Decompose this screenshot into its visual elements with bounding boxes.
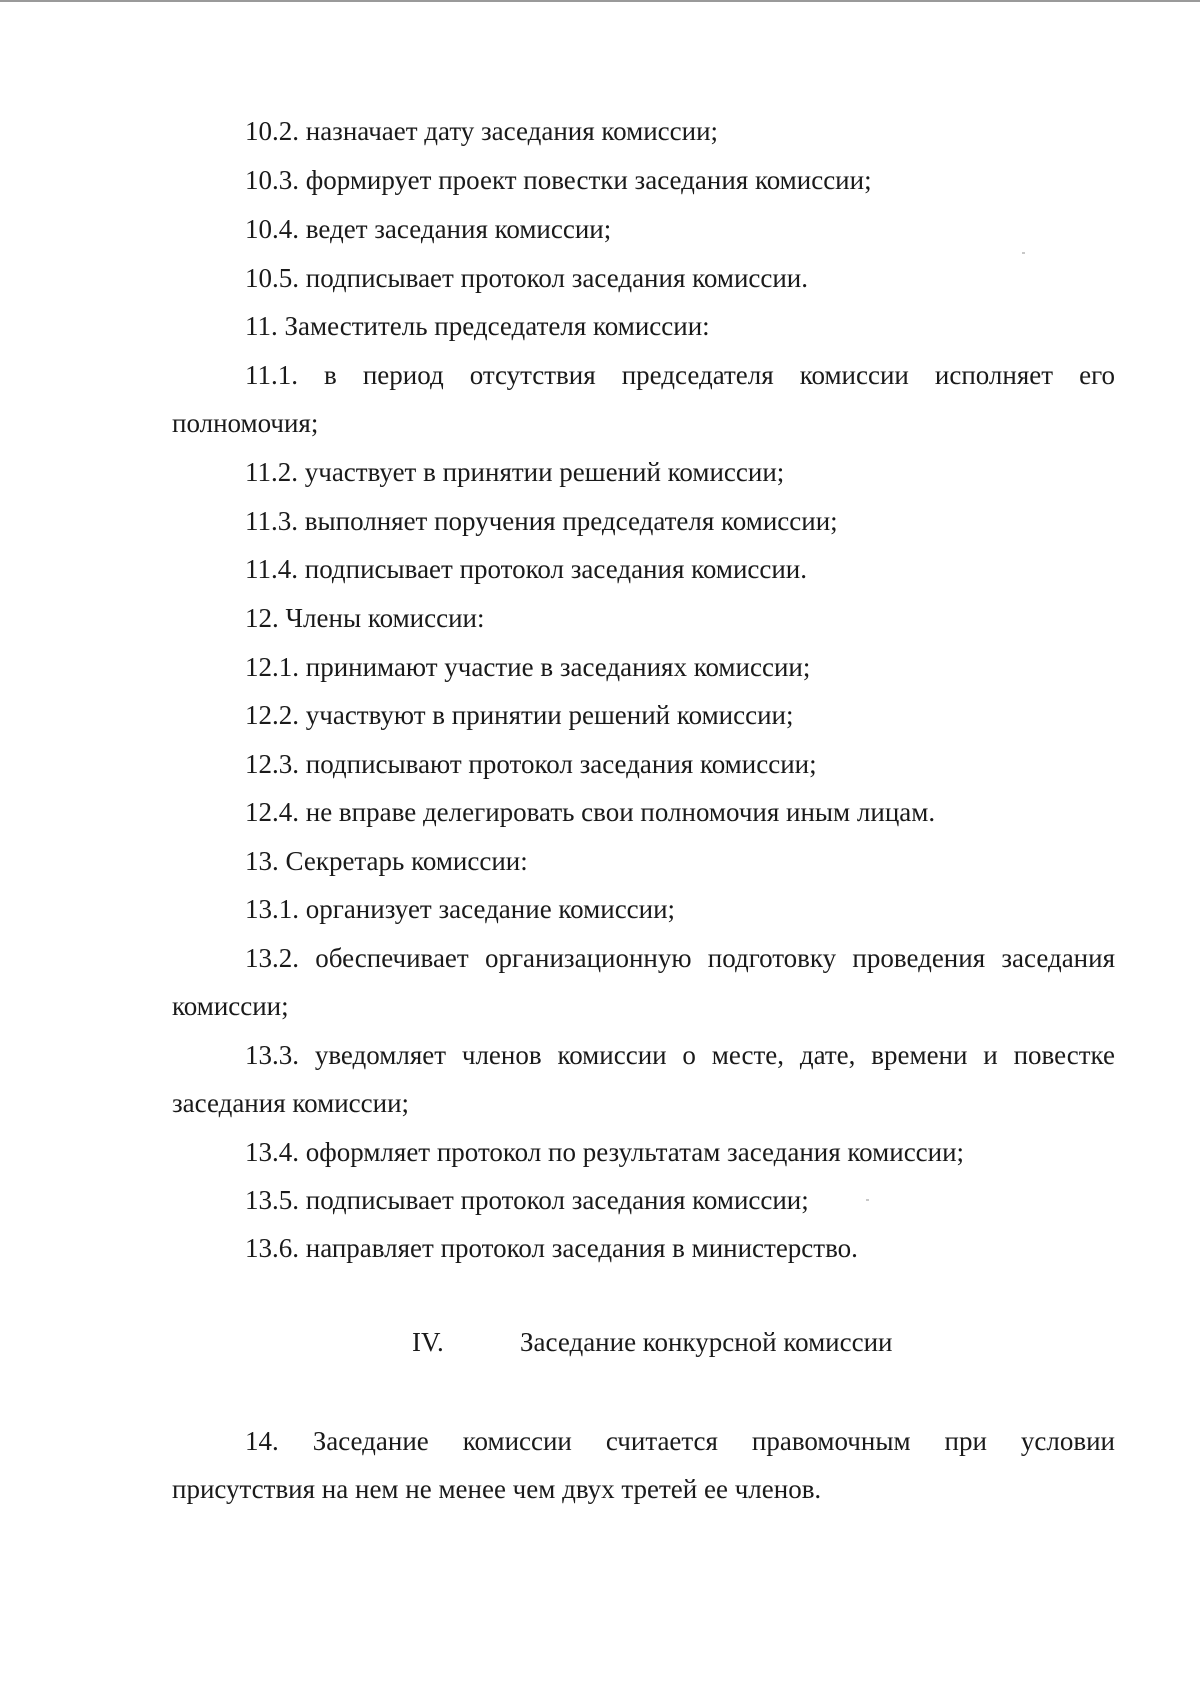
clause-11-4: 11.4. подписывает протокол заседания комиссии. [245, 554, 808, 584]
clause-10-2: 10.2. назначает дату заседания комиссии; [245, 116, 719, 146]
clause-11-2: 11.2. участвует в принятии решений комиссии; [245, 457, 785, 487]
clause-10-5: 10.5. подписывает протокол заседания комиссии. [245, 263, 809, 293]
clause-13-2-line-1: 13.2. обеспечивает организационную подготовку проведения заседания [245, 943, 1115, 973]
scan-speck [1022, 252, 1025, 254]
clause-13-4: 13.4. оформляет протокол по результатам заседания комиссии; [245, 1137, 965, 1167]
clause-13-1: 13.1. организует заседание комиссии; [245, 894, 676, 924]
clause-11: 11. Заместитель председателя комиссии: [245, 311, 710, 341]
section-number: IV. [412, 1327, 444, 1357]
clause-11-1-line-1: 11.1. в период отсутствия председателя комиссии исполняет его [245, 360, 1115, 390]
clause-11-1 [172, 351, 1115, 447]
clause-14-line-1: 14. Заседание комиссии считается правомочным при условии [245, 1426, 1115, 1456]
clause-10-3: 10.3. формирует проект повестки заседания комиссии; [245, 165, 872, 195]
clause-12-1: 12.1. принимают участие в заседаниях комиссии; [245, 652, 811, 682]
clause-13-2 [172, 934, 1115, 1030]
clause-10-4: 10.4. ведет заседания комиссии; [245, 214, 612, 244]
clause-13-3 [172, 1031, 1115, 1127]
clause-12-4: 12.4. не вправе делегировать свои полномочия иным лицам. [245, 797, 936, 827]
clause-13-2-line-2: комиссии; [172, 991, 289, 1021]
clause-13-3-line-2: заседания комиссии; [172, 1088, 410, 1118]
clause-14-line-2: присутствия на нем не менее чем двух третей ее членов. [172, 1474, 822, 1504]
clause-13: 13. Секретарь комиссии: [245, 846, 528, 876]
clause-11-3: 11.3. выполняет поручения председателя комиссии; [245, 506, 838, 536]
clause-12-3: 12.3. подписывают протокол заседания комиссии; [245, 749, 817, 779]
clause-12: 12. Члены комиссии: [245, 603, 485, 633]
clause-12-2: 12.2. участвуют в принятии решений комиссии; [245, 700, 794, 730]
clause-14 [172, 1417, 1115, 1513]
scan-speck [866, 1199, 869, 1201]
clause-13-6: 13.6. направляет протокол заседания в министерство. [245, 1233, 858, 1263]
section-title: Заседание конкурсной комиссии [520, 1327, 893, 1357]
clause-13-5: 13.5. подписывает протокол заседания комиссии; [245, 1185, 809, 1215]
clause-13-3-line-1: 13.3. уведомляет членов комиссии о месте, дате, времени и повестке [245, 1040, 1115, 1070]
clause-11-1-line-2: полномочия; [172, 408, 319, 438]
